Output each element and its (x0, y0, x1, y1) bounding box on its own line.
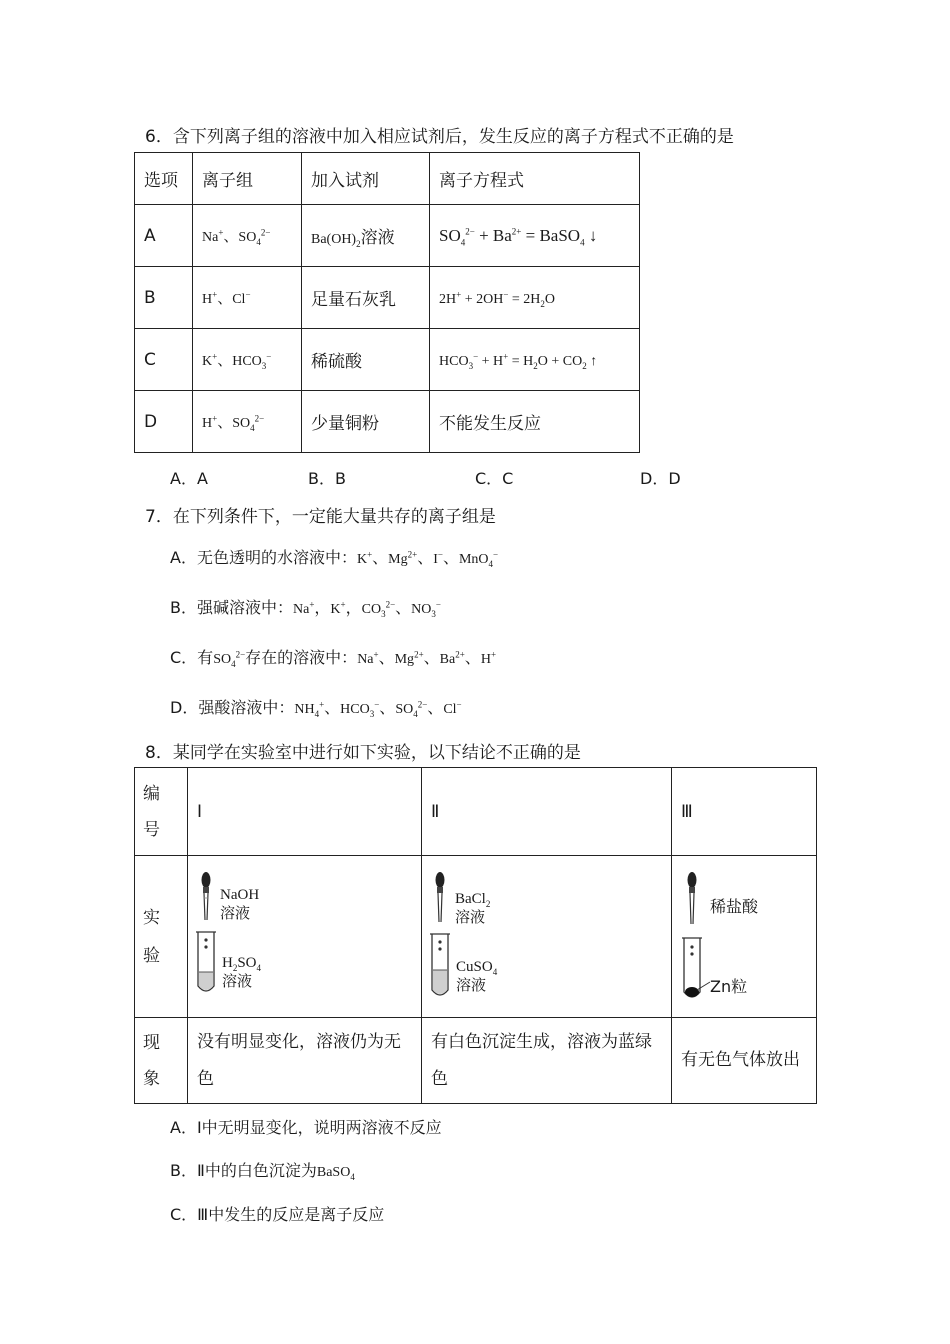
q6-header-option: 选项 (135, 153, 193, 205)
q6-row-c (135, 329, 640, 391)
q6-row-b (135, 267, 640, 329)
q8-label-phenomenon: 现象 (135, 1018, 188, 1104)
q8-table (134, 767, 817, 1104)
q6-equation-cell: $SO_4^{2-} + Ba^{2+}$ = BaSO$_4$ ↓ (430, 205, 640, 267)
q6-equation-cell: $HCO_3^- + H^+ = H_2O + CO_2$ ↑ (430, 329, 640, 391)
q8-col-2: Ⅱ (422, 768, 672, 856)
q6-ions-cell: H+、$SO_4^{2-}$ (193, 391, 302, 453)
q8-option-c[interactable]: C．Ⅲ中发生的反应是离子反应 (170, 1205, 385, 1224)
q6-table (134, 152, 640, 453)
q6-choice-c[interactable]: C．C (475, 469, 514, 488)
q8-stem: 8．某同学在实验室中进行如下实验，以下结论不正确的是 (145, 743, 581, 763)
q8-label-number: 编号 (135, 768, 188, 856)
q7-stem: 7．在下列条件下，一定能大量共存的离子组是 (145, 507, 496, 527)
q6-row-option: A (135, 205, 193, 267)
q8-col-1: Ⅰ (188, 768, 422, 856)
q8-option-b[interactable]: B．Ⅱ中的白色沉淀为BaSO$_4$ (170, 1161, 355, 1182)
q6-equation-cell: 不能发生反应 (430, 391, 640, 453)
q8-phenomenon-2: 有白色沉淀生成，溶液为蓝绿色 (422, 1018, 672, 1104)
q6-choice-b[interactable]: B．B (308, 469, 346, 488)
q6-ions-cell: K+、$HCO_3^-$ (193, 329, 302, 391)
exp2-dropper-label: BaCl$_2$ 溶液 (455, 891, 491, 926)
dropper-tube-icon (682, 868, 712, 1008)
q6-ions-cell: Na+、$SO_4^{2-}$ (193, 205, 302, 267)
q6-reagent-cell: 少量铜粉 (302, 391, 430, 453)
q7-option-b[interactable]: B．强碱溶液中：Na+，K+，$CO_3^{2-}$、$NO_3^-$ (170, 598, 441, 619)
q7-option-a[interactable]: A．无色透明的水溶液中：K+、$Mg^{2+}$、I−、MnO$_4$− (170, 548, 499, 569)
q8-label-experiment: 实验 (135, 856, 188, 1018)
q6-row-option: D (135, 391, 193, 453)
exp3-dropper-label: 稀盐酸 (710, 897, 759, 916)
q6-stem: 6．含下列离子组的溶液中加入相应试剂后，发生反应的离子方程式不正确的是 (145, 127, 734, 147)
exp1-tube-label: $H_2SO_4$ 溶液 (222, 955, 262, 990)
q6-row-a (135, 205, 640, 267)
exp2-tube-label: CuSO$_4$ 溶液 (456, 959, 498, 994)
q6-header-reagent: 加入试剂 (302, 153, 430, 205)
q7-option-c[interactable]: C．有$SO_4^{2-}$存在的溶液中：Na+、$Mg^{2+}$、$Ba^{2+}$、H+ (170, 648, 497, 669)
q6-header-ions: 离子组 (193, 153, 302, 205)
exp3-tube-label: Zn粒 (710, 977, 748, 996)
q8-option-a[interactable]: A．Ⅰ中无明显变化，说明两溶液不反应 (170, 1118, 442, 1137)
q6-row-d (135, 391, 640, 453)
q6-row-option: B (135, 267, 193, 329)
q6-choice-a[interactable]: A．A (170, 469, 208, 488)
q6-choice-d[interactable]: D．D (640, 469, 681, 488)
q6-reagent-cell: $Ba(OH)_2$溶液 (302, 205, 430, 267)
q6-reagent-cell: 足量石灰乳 (302, 267, 430, 329)
q7-option-d[interactable]: D．强酸溶液中：$NH_4^+$、$HCO_3^-$、$SO_4^{2-}$、Cl− (170, 698, 462, 719)
q8-phenomenon-3: 有无色气体放出 (672, 1018, 817, 1104)
q6-row-option: C (135, 329, 193, 391)
q6-ions-cell: H+、Cl− (193, 267, 302, 329)
q6-header-equation: 离子方程式 (430, 153, 640, 205)
q6-equation-cell: $2H^+ + 2OH^- = 2H_2O$ (430, 267, 640, 329)
exp1-dropper-label: NaOH 溶液 (220, 887, 260, 922)
q8-col-3: Ⅲ (672, 768, 817, 856)
q8-phenomenon-1: 没有明显变化，溶液仍为无色 (188, 1018, 422, 1104)
q6-reagent-cell: 稀硫酸 (302, 329, 430, 391)
